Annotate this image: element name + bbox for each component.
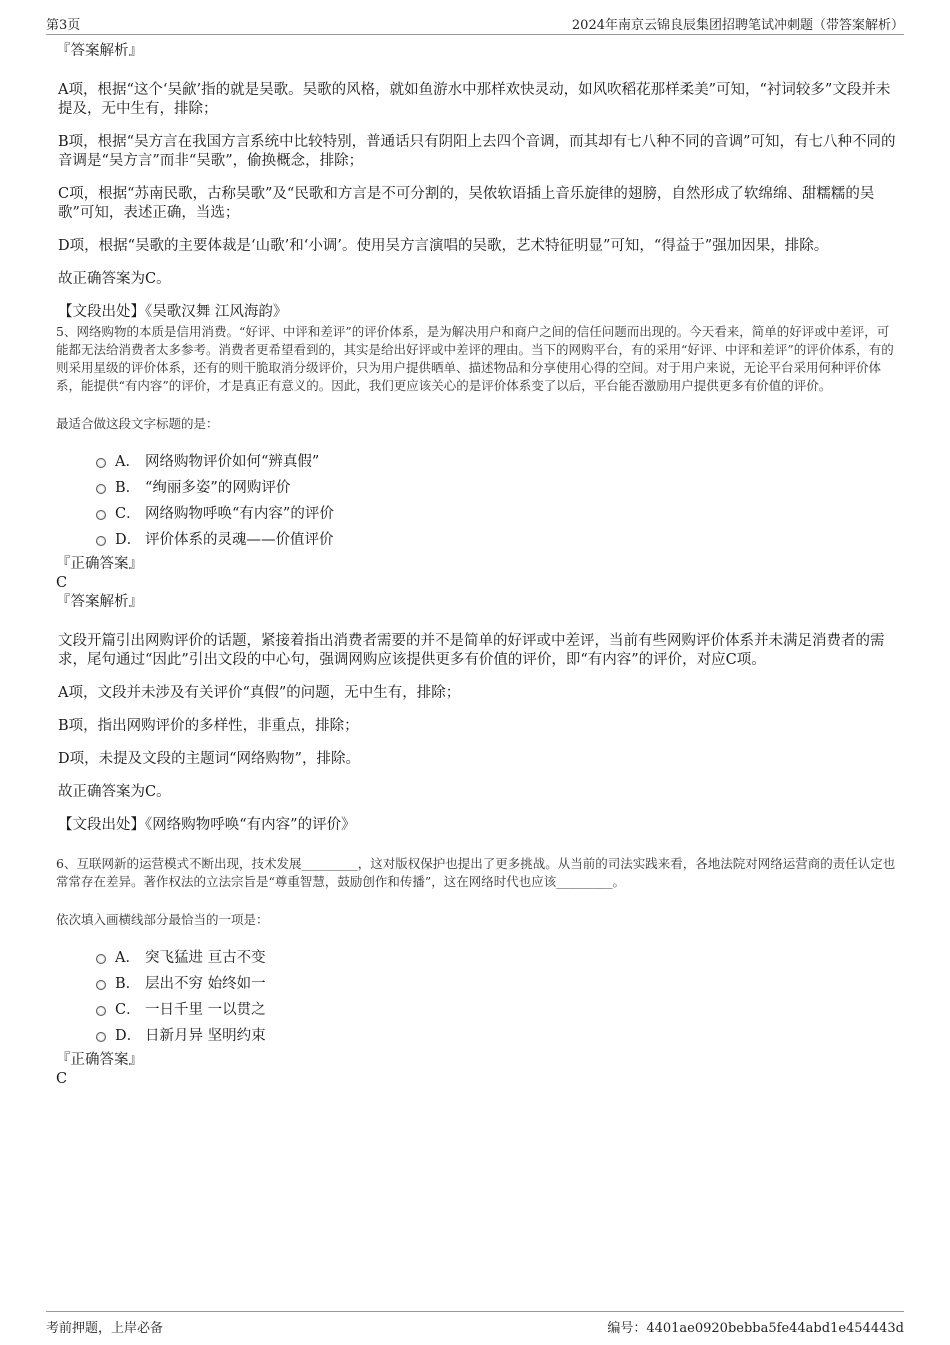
q4-analysis-d: D项，根据“吴歌的主要体裁是‘山歌’和‘小调’。使用吴方言演唱的吴歌，艺术特征明显”可知，“得益于”强加因果，排除。	[58, 238, 829, 254]
option-text: 层出不穷 始终如一	[145, 975, 266, 992]
radio-icon[interactable]	[96, 1032, 106, 1042]
q5-analysis-b: B项，指出网购评价的多样性，非重点，排除；	[58, 718, 359, 734]
option-label: B．	[115, 479, 141, 496]
radio-icon[interactable]	[96, 954, 106, 964]
q4-analysis-a: A项，根据“这个‘吴歈’指的就是吴歌。吴歌的风格，就如鱼游水中那样欢快灵动，如风吹稻花那样柔美”可知，“衬词较多”文段并未提及，无中生有，排除；	[58, 82, 891, 117]
option-label: C．	[115, 505, 141, 522]
q5-analysis-title: 『答案解析』	[56, 594, 143, 610]
q4-analysis-title: 『答案解析』	[56, 43, 143, 59]
option-label: C．	[115, 1001, 141, 1018]
q5-answer-title: 『正确答案』	[56, 556, 143, 572]
q5-option-c[interactable]	[96, 499, 896, 525]
radio-icon[interactable]	[96, 458, 106, 468]
radio-icon[interactable]	[96, 1006, 106, 1016]
q6-option-a[interactable]	[96, 943, 896, 969]
q4-conclusion: 故正确答案为C。	[58, 271, 171, 287]
option-label: D．	[115, 531, 142, 548]
option-text: 日新月异 坚明约束	[145, 1027, 266, 1044]
q5-analysis-a: A项，文段并未涉及有关评价“真假”的问题，无中生有，排除；	[58, 685, 461, 701]
q5-option-b[interactable]	[96, 473, 896, 499]
footer-serial: 编号：4401ae0920bebba5fe44abd1e454443d	[607, 1321, 904, 1336]
option-text: 网络购物评价如何“辨真假”	[145, 453, 320, 470]
option-text: 网络购物呼唤“有内容”的评价	[145, 505, 334, 522]
q6-option-b[interactable]	[96, 969, 896, 995]
option-label: B．	[115, 975, 141, 992]
option-text: 一日千里 一以贯之	[145, 1001, 266, 1018]
q6-option-c[interactable]	[96, 995, 896, 1021]
option-text: 突飞猛进 亘古不变	[145, 949, 266, 966]
q5-option-d[interactable]	[96, 525, 896, 551]
q6-stem: 6、互联网新的运营模式不断出现，技术发展_________，这对版权保护也提出了更多挑战。从当前的司法实践来看，各地法院对网络运营商的责任认定也常常存在差异。著作权法的立法宗旨是“尊重智慧，鼓励创作和传播”，这在网络时代也应该_________。	[56, 856, 896, 889]
q4-source: 【文段出处】《吴歌汉舞 江风海韵》	[58, 304, 288, 320]
q5-prompt: 最适合做这段文字标题的是：	[56, 416, 219, 431]
q6-option-d[interactable]	[96, 1021, 896, 1047]
radio-icon[interactable]	[96, 536, 106, 546]
footer-slogan: 考前押题，上岸必备	[46, 1321, 164, 1336]
q5-analysis-main: 文段开篇引出网购评价的话题，紧接着指出消费者需要的并不是简单的好评或中差评，当前有些网购评价体系并未满足消费者的需求，尾句通过“因此”引出文段的中心句，强调网购应该提供更多有价值的评价，即“有内容”的评价，对应C项。	[58, 633, 885, 668]
q4-analysis-b: B项，根据“吴方言在我国方言系统中比较特别，普通话只有阴阳上去四个音调，而其却有七八种不同的音调”可知，有七八种不同的音调是“吴方言”而非“吴歌”，偷换概念，排除；	[58, 134, 896, 169]
option-label: A．	[115, 949, 140, 966]
q5-conclusion: 故正确答案为C。	[58, 784, 171, 800]
q5-analysis-d: D项，未提及文段的主题词“网络购物”，排除。	[58, 751, 360, 767]
radio-icon[interactable]	[96, 980, 106, 990]
q4-analysis-c: C项，根据“苏南民歌，古称吴歌”及“民歌和方言是不可分割的，吴侬软语插上音乐旋律的翅膀，自然形成了软绵绵、甜糯糯的吴歌”可知，表述正确，当选；	[58, 186, 875, 221]
page-content	[56, 42, 896, 1089]
q6-answer-title: 『正确答案』	[56, 1052, 143, 1068]
document-title: 2024年南京云锦良辰集团招聘笔试冲刺题（带答案解析）	[571, 18, 904, 33]
page-number: 第3页	[46, 18, 81, 33]
page-header	[46, 14, 904, 35]
q5-source: 【文段出处】《网络购物呼唤“有内容”的评价》	[58, 817, 356, 833]
q5-option-a[interactable]	[96, 447, 896, 473]
option-label: D．	[115, 1027, 142, 1044]
radio-icon[interactable]	[96, 510, 106, 520]
q5-stem: 5、网络购物的本质是信用消费。“好评、中评和差评”的评价体系，是为解决用户和商户之间的信任问题而出现的。今天看来，简单的好评或中差评，可能都无法给消费者太多参考。消费者更希望看到的，其实是给出好评或中差评的理由。当下的网购平台，有的采用“好评、中评和差评”的评价体系，有的则采用星级的评价体系，还有的则干脆取消分级评价，只为用户提供晒单、描述物品和分享使用心得的空间。对于用户来说，无论平台采用何种评价体系，能提供“有内容”的评价，才是真正有意义的。因此，我们更应该关心的是评价体系变了以后，平台能否激励用户提供更多有价值的评价。	[56, 324, 894, 393]
option-text: 评价体系的灵魂——价值评价	[145, 531, 334, 548]
option-text: “绚丽多姿”的网购评价	[145, 479, 291, 496]
radio-icon[interactable]	[96, 484, 106, 494]
q5-answer: C	[56, 575, 68, 591]
q6-prompt: 依次填入画横线部分最恰当的一项是：	[56, 912, 269, 927]
q6-answer: C	[56, 1071, 68, 1087]
option-label: A．	[115, 453, 140, 470]
page-footer	[46, 1311, 904, 1336]
